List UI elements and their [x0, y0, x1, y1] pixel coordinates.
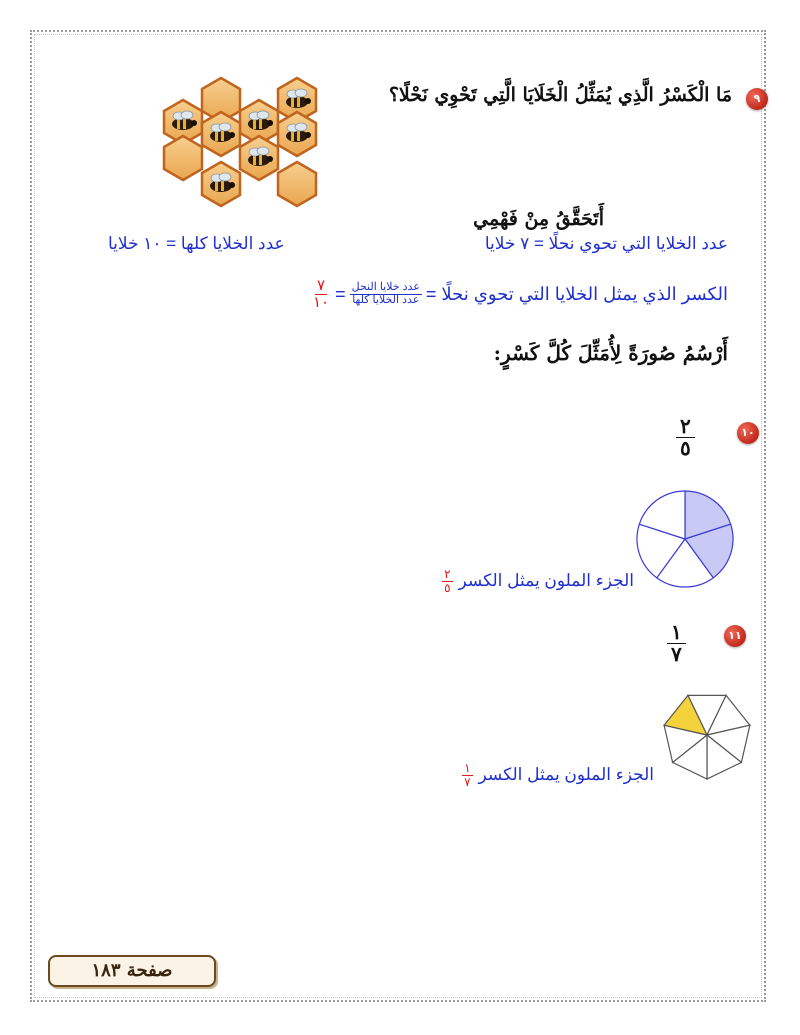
- honeycomb-bees-icon: [145, 74, 335, 214]
- result-numerator: ٧: [317, 277, 326, 294]
- instruction-text: أَرْسُمُ صُورَةً لِأُمَثِّلَ كُلَّ كَسْرٍ:: [493, 341, 728, 365]
- question-11-fraction: [667, 622, 686, 665]
- q11-denominator: ٧: [671, 642, 682, 666]
- q10-caption: الجزء الملون يمثل الكسر: [458, 571, 634, 591]
- q11-caption: الجزء الملون يمثل الكسر: [478, 765, 654, 785]
- page-number-label: صفحة ١٨٣: [91, 960, 173, 981]
- q10-caption-numerator: ٢: [444, 567, 451, 581]
- q11-caption-fraction: [462, 762, 472, 788]
- q11-caption-denominator: ٧: [464, 774, 471, 789]
- q10-caption-denominator: ٥: [444, 580, 451, 595]
- question-11-badge: ١١: [724, 625, 746, 647]
- q10-caption-fraction: [442, 568, 452, 594]
- pie-fifths-icon: [634, 488, 736, 590]
- result-fraction: [311, 278, 331, 311]
- equals-sign: =: [335, 283, 346, 304]
- q10-numerator: ٢: [676, 416, 695, 438]
- result-denominator: ١٠: [312, 293, 330, 311]
- cut-off-text: أَتَحَقَّقُ مِنْ فَهْمِي: [473, 208, 604, 230]
- question-10-fraction: [676, 416, 695, 459]
- question-10-badge: ١٠: [737, 422, 759, 444]
- q11-numerator: ١: [667, 622, 686, 644]
- q10-caption-row: [442, 568, 634, 594]
- word-denominator: عدد الخلايا كلها: [352, 293, 420, 306]
- fraction-label: الكسر الذي يمثل الخلايا التي تحوي نحلًا =: [425, 283, 728, 304]
- heptagon-sevenths-icon: [660, 688, 754, 782]
- q11-caption-row: [462, 762, 654, 788]
- q11-caption-numerator: ١: [464, 761, 471, 775]
- page-number-tab: [48, 955, 216, 987]
- fraction-equation: [311, 278, 728, 311]
- total-cells-line: عدد الخلايا كلها = ١٠ خلايا: [108, 234, 285, 253]
- q10-denominator: ٥: [680, 436, 691, 460]
- word-fraction: [350, 282, 422, 306]
- cells-with-bees-line: عدد الخلايا التي تحوي نحلًا = ٧ خلايا: [484, 234, 728, 253]
- word-numerator: عدد خلايا النحل: [351, 281, 420, 294]
- question-9-badge: ٩: [746, 88, 768, 110]
- question-9-text: مَا الْكَسْرُ الَّذِي يُمَثِّلُ الْخَلَايَا الَّتِي تَحْوِي نَحْلًا؟: [388, 84, 732, 106]
